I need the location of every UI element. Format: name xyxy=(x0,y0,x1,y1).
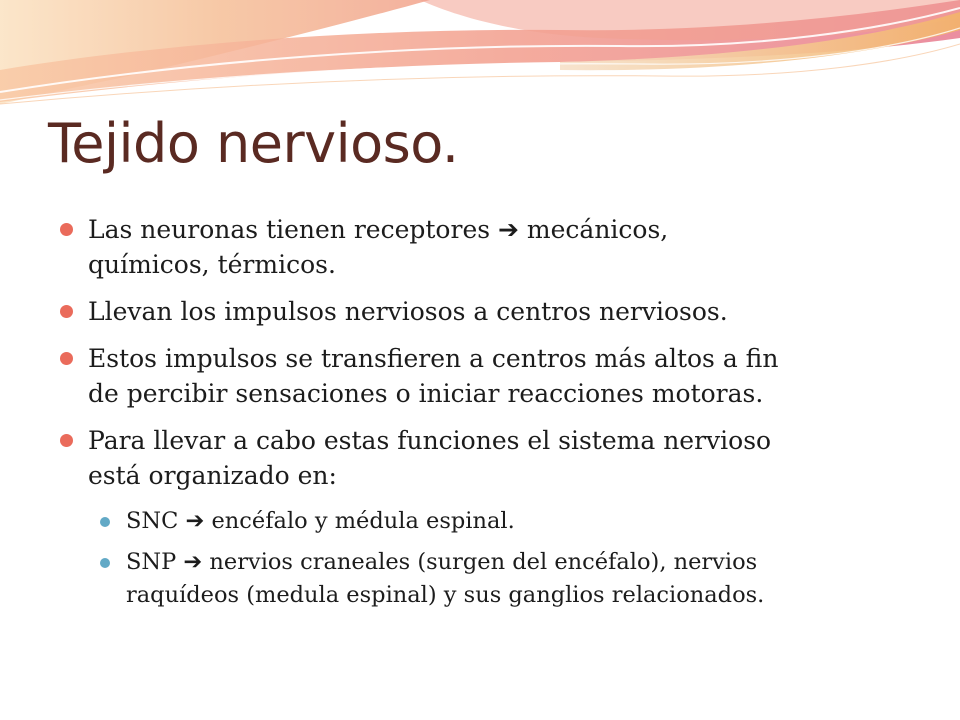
header-swoosh-decoration xyxy=(0,0,960,120)
arrow-right-icon: ➔ xyxy=(183,549,203,575)
bullet-dot-icon xyxy=(60,223,73,236)
bullet-text: Para llevar a cabo estas funciones el sistema nervioso xyxy=(88,426,772,455)
bullet-dot-icon xyxy=(60,352,73,365)
sub-bullet-dot-icon xyxy=(100,558,110,568)
sub-bullet-text: SNC xyxy=(126,508,186,534)
bullet-item-impulses xyxy=(60,294,940,329)
sub-bullet-text: SNP xyxy=(126,549,184,575)
bullet-text: Estos impulsos se transfieren a centros más altos a fin xyxy=(88,344,779,373)
bullet-item-organization xyxy=(60,423,940,493)
bullet-item-receptors xyxy=(60,212,940,282)
sub-bullet-dot-icon xyxy=(100,517,110,527)
arrow-right-icon: ➔ xyxy=(498,215,519,244)
sub-bullet-snc xyxy=(100,505,940,538)
bullet-text: mecánicos, xyxy=(518,215,669,244)
sub-bullet-text: encéfalo y médula espinal. xyxy=(204,508,515,534)
arrow-right-icon: ➔ xyxy=(185,508,205,534)
bullet-item-transfer xyxy=(60,341,940,411)
sub-bullet-text: nervios craneales (surgen del encéfalo), nervios xyxy=(202,549,758,575)
bullet-dot-icon xyxy=(60,434,73,447)
bullet-text: Las neuronas tienen receptores xyxy=(88,215,499,244)
sub-bullet-text: raquídeos (medula espinal) y sus ganglios relacionados. xyxy=(126,582,765,608)
bullet-dot-icon xyxy=(60,305,73,318)
bullet-text: químicos, térmicos. xyxy=(88,250,336,279)
bullet-text: Llevan los impulsos nerviosos a centros nerviosos. xyxy=(88,297,728,326)
bullet-text: de percibir sensaciones o iniciar reacciones motoras. xyxy=(88,379,764,408)
sub-bullet-snp xyxy=(100,546,940,612)
bullet-text: está organizado en: xyxy=(88,461,337,490)
slide-title: Tejido nervioso. xyxy=(48,112,459,175)
bullet-list xyxy=(60,212,940,620)
